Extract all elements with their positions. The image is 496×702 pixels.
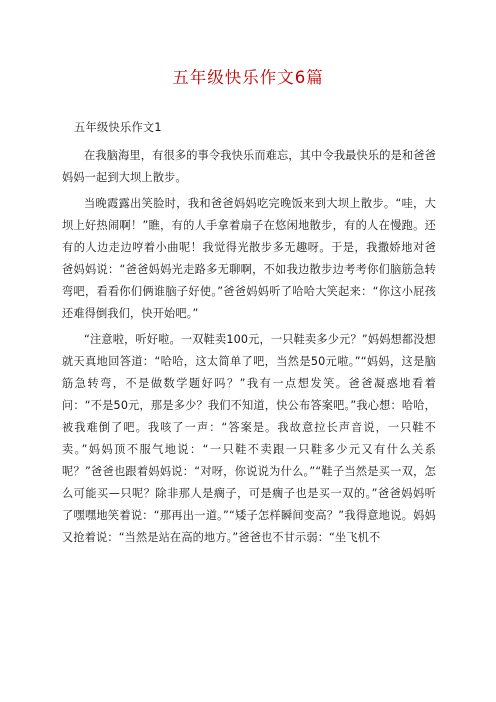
paragraph-1: 在我脑海里，有很多的事令我快乐而难忘，其中令我最快乐的是和爸爸妈妈一起到大坝上散步。 [62,149,436,184]
paragraph-3: “注意啦，听好啦。一双鞋卖100元，一只鞋卖多少元？”妈妈想都没想就天真地回答道：“哈哈，这太简单了吧，当然是50元啦。”“妈妈，这是脑筋急转弯，不是做数学题好吗？”我有一点想发笑。爸爸凝惑地看着问：“不是50元，那是多少？我们不知道，快公布答案吧。”我心想：哈哈，被我难倒了吧。我咳了一声：“答案是。我故意拉长声音说，一只鞋不卖。”妈妈顶不服气地说：“一只鞋不卖跟一只鞋多少元又有什么关系呢？”爸爸也跟着妈妈说：“对呀，你说说为什么。”“鞋子当然是买一双，怎么可能买—只呢？除非那人是瘸子，可是瘸子也是买一双的。”爸爸妈妈听了嘿嘿地笑着说：“那再出一道。”“矮子怎样瞬间变高？”我得意地说。妈妈又抢着说：“当然是站在高的地方。”爸爸也不甘示弱：“坐飞机不 [62,333,436,544]
document-body [62,118,436,553]
paragraph-2: 当晚霞露出笑脸时，我和爸爸妈妈吃完晚饭来到大坝上散步。“哇，大坝上好热闹啊！”瞧，有的人手拿着扇子在悠闲地散步，有的人在慢跑。还有的人边走边哼着小曲呢！我觉得光散步多无趣呀。于是，我撒娇地对爸爸妈妈说：“爸爸妈妈光走路多无聊啊，不如我边散步边考考你们脑筋急转弯吧，看看你们俩谁脑子好使。”爸爸妈妈听了哈哈大笑起来：“你这小屁孩还难得倒我们，快开始吧。” [62,197,436,320]
document-title: 五年级快乐作文6篇 [172,68,324,87]
section-heading: 五年级快乐作文1 [74,121,162,134]
